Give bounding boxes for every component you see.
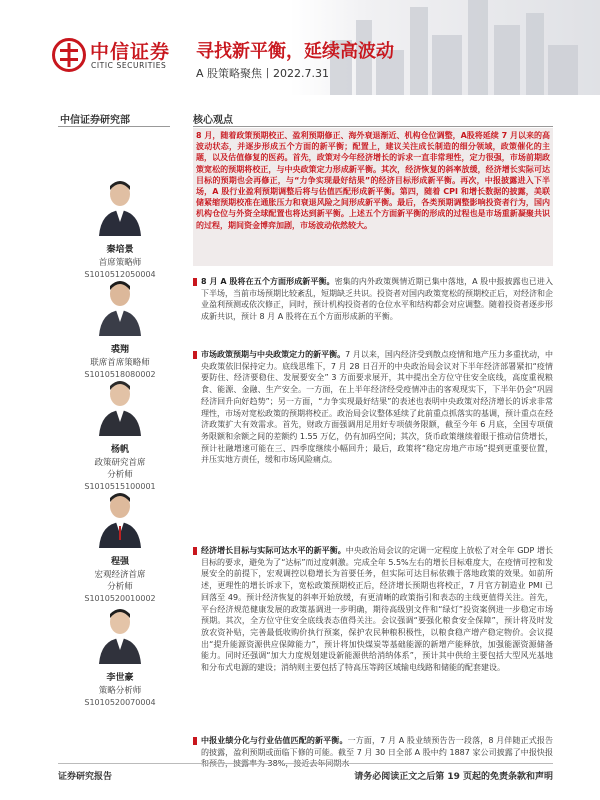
analyst-name: 李世豪 [106,673,134,683]
analyst-avatar-icon [97,376,143,436]
paragraph-body: 7 月以来，国内经济受到散点疫情和地产压力多重扰动，中央政策依旧保持定力。底线思维下，7 月 28 日召开的中央政治局会议对下半年经济部署紧扣“疫情要防住、经济要稳住、发展要安全” 3 方面要求展开，其中提出全方位守住安全底线，高度重视粮食、能源、金融、生产安全。一方面，在上半年经济经受疫情冲击的客观现实下，下半年仍会“巩固经济回升向好趋势”；另一方面，“力争实现最好结果”的表述也表明中央政策对经济增长的诉求非常理性，市场对宽松政策的预期将校正。政治局会议整体延续了此前重点抓落实的基调，预计重点在经济政策扩大有效需求。首先，财政方面强调用足用好专项债务限额，截至今年 6 月底，全国专项债务限额和余额之间的差额约 1.55 万亿，仍有加码空间；其次，货币政策继续着眼于推动信贷增长，预计社融增速可能在三、四季度继续小幅回升；最后，政策将“稳定房地产市场”提到更重要位置，并压实地方责任，缓和市场风险痛点。 [201,350,553,465]
analyst-role: 策略分析师 [98,686,142,696]
paragraph-body: 一方面，7 月 A 股业绩预告告一段落，8 月伴随正式报告的披露，盈利预期或面临下修的可能。截至 7 月 30 日全部 A 股中约 1887 家公司披露了中报快报 [201,736,554,757]
analyst-role: 首席策略师 [98,258,142,268]
analyst-role-line2: 分析师 [107,582,133,592]
analyst-id: S1010518080002 [84,370,156,379]
paragraph-body: 密集的内外政策舆情近期已集中落地，A 股中报披露也已进入下半场，当前市场预期比较紊乱，短期缺乏共识。投资者对国内政策宽松的预期校正后，对经济和企业盈利预测或依次修正，同时，预计机构投资者的仓位水平和结构都会对应调整。随着投资者逐步形成新共识，预计 8 月 A 股将在五个方面形成新的平衡。 [201,277,553,322]
bullet-marker [193,737,197,745]
analyst-name: 秦培景 [106,245,134,255]
analyst-id: S1010512050004 [84,270,156,279]
paragraph-lead: 经济增长目标与实际可达水平的新平衡。 [201,546,346,555]
analyst-role: 政策研究首席 [94,458,146,468]
analyst-avatar-icon [97,276,143,336]
analyst-card [60,276,180,381]
analyst-avatar-icon [97,176,143,236]
analyst-id: S1010515100001 [84,482,156,491]
report-subtitle: A 股策略聚焦丨2022.7.31 [196,67,330,80]
body-paragraph [193,735,553,759]
analyst-role: 联席首席策略师 [90,358,150,368]
body-paragraph [193,349,553,537]
core-view-divider [193,126,553,127]
analyst-card [60,376,180,493]
citic-logo [52,36,192,76]
page-footer [0,763,600,800]
paragraph-lead: 中报业绩分化与行业估值匹配的新平衡。 [201,736,348,745]
report-header [0,0,600,95]
footer-disclaimer: 请务必阅读正文之后第 19 页起的免责条款和声明 [354,772,553,782]
body-paragraph [193,276,553,342]
analyst-avatar-icon [97,604,143,664]
analyst-id: S1010520010002 [84,594,156,603]
citic-logo-icon [52,38,86,72]
bullet-marker [193,351,197,359]
bullet-marker [193,547,197,555]
analyst-card [60,176,180,281]
analyst-card [60,604,180,709]
logo-chinese-text: 中信证券 [90,41,171,63]
paragraph-body: 中央政治局会议的定调一定程度上放松了对全年 GDP 增长目标的要求，避免为了“达标”而过度刺激。完成全年 5.5%左右的增长目标难度大，在疫情可控和发展安全的前提下，宏观调控以稳增长为首要任务，但实际可达目标依赖于落地政策的效果。如前所述，更理性的增长诉求下，宽松政策预期校正后，经济增长预期也将校正，7 月官方制造业 PMI 已回落至 49。预计经济恢复的斜率开始放缓，有更清晰的政策指引和表态的主线更值得关注。首先，平台经济规范健康发展的政策基调进一步明确，期待高级别文件和“绿灯”投资案例进一步稳定市场预期。其次，全方位守住安全底线表态值得关注。会议强调“要强化粮食安全保障”，预计将及时发放农资补贴，完善最低收购价执行预案，保护农民种粮积极性，以粮食稳产增产稳定物价。会议提出“提升能源资源供应保障能力”，预计将加快煤炭等基础能源的新增产能释放，加强能源资源储备能力。同时还强调“加大力度规划建设新能源供给消纳体系”，预计其中供给主要包括大型风光基地和分布式电源的建设；消纳则主要包括了特高压等跨区域输电线路和储能的配套建设。 [201,546,553,673]
analyst-card [60,488,180,605]
footer-report-type: 证券研究报告 [58,772,113,782]
analyst-id: S1010520070004 [84,698,156,707]
analyst-avatar-icon [97,488,143,548]
paragraph-lead: 8 月 A 股将在五个方面形成新平衡。 [201,277,335,286]
analyst-role: 宏观经济首席 [94,570,146,580]
body-paragraph [193,545,553,731]
footer-divider [58,763,553,764]
bullet-marker [193,278,197,286]
sidebar-divider [58,126,170,127]
logo-english-text: CITIC SECURITIES [91,61,167,70]
core-view-summary: 8 月，随着政策预期校正、盈利预期修正、海外衰退渐近、机构仓位调整，A股将延续 7 月以来的高波动状态，并逐步形成五个方面的新平衡；配置上，建议关注成长制造的细分领域，政策催化的主题，以及估值修复的医药。首先，政策对今年经济增长的诉求一直非常理性，定力很强，市场前期政策宽松的预期将校正，与中央政策定力形成新平衡。其次，经济恢复的斜率放缓，经济增长实际可达目标的预期也会再修正，与“力争实现最好结果”的经济目标形成新平衡。再次，中报披露进入下半场，A 股行业盈利预期调整后将与估值匹配形成新平衡。第四，随着 CPI 和增长数据的披露，美联储紧缩预期校准在通胀压力和衰退风险之间形成新平衡。最后，各类预期调整影响投资者行为，国内机构仓位与外资全球配置也将达到新平衡。上述五个方面新平衡的形成的过程也是市场重新凝聚共识的过程，期间资金博弈加剧，市场波动依然较大。 [193,128,553,266]
analyst-name: 杨帆 [110,445,129,455]
sidebar-title: 中信证券研究部 [60,115,130,126]
paragraph-lead: 市场政策预期与中央政策定力的新平衡。 [201,350,346,359]
analyst-name: 裘翔 [110,345,129,355]
analyst-role-line2: 分析师 [107,470,133,480]
report-title: 寻找新平衡，延续高波动 [196,41,394,62]
core-view-title: 核心观点 [193,115,233,126]
analyst-name: 程强 [110,557,129,567]
